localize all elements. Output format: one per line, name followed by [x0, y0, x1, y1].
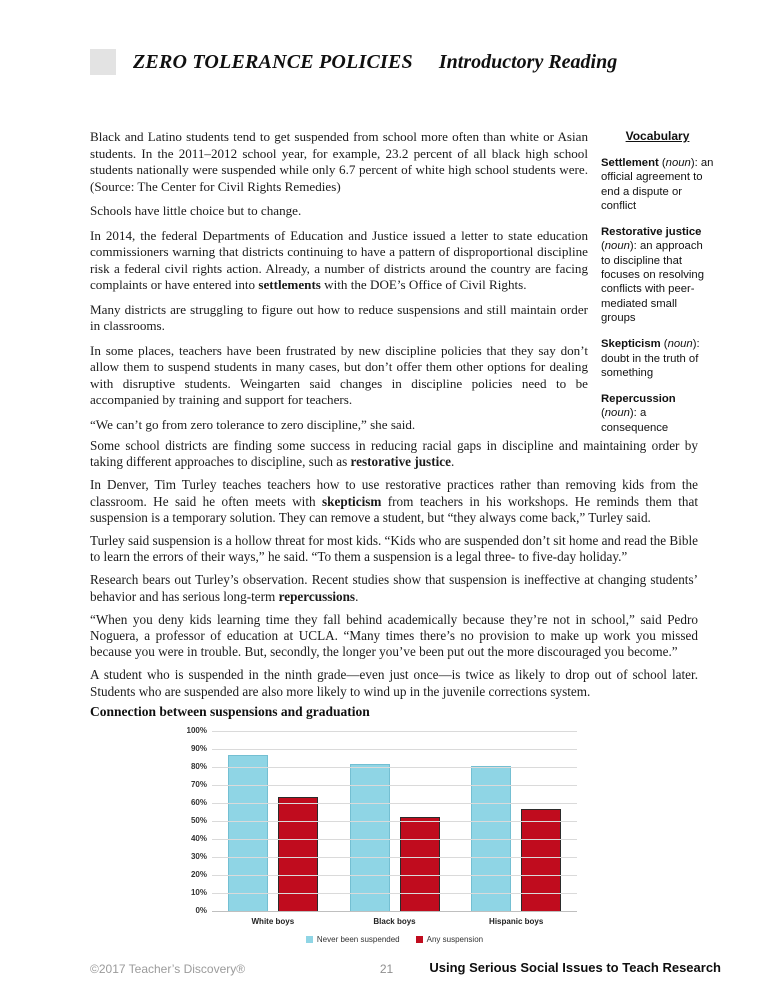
- legend-item: [306, 935, 400, 944]
- paragraph: Black and Latino students tend to get suspended from school more often than white or Asian students. In the 2011–2012 school year, for example, 23.2 percent of all black high school students nationally were suspended while only 6.7 percent of white high school students were. (Source: The Center for Civil Rights Remedies): [90, 129, 588, 194]
- vocab-entry: Settlement (noun): an official agreement to end a dispute or conflict: [601, 157, 714, 212]
- x-axis-category-label: Black boys: [373, 917, 416, 926]
- x-axis-category-label: White boys: [251, 917, 295, 926]
- page-header: [90, 49, 718, 75]
- paragraph: In 2014, the federal Departments of Education and Justice issued a letter to state education commissioners warning that districts continuing to have a pattern of disproportional discipline risk a federal civil rights action. Already, a number of districts around the country are facing complaints or have entered into settlements with the DOE’s Office of Civil Rights.: [90, 227, 588, 292]
- gridline: [212, 821, 577, 822]
- vocabulary-title: Vocabulary: [625, 129, 690, 143]
- gridline: [212, 857, 577, 858]
- legend-swatch-icon: [416, 936, 423, 943]
- article-narrow-column: [90, 129, 588, 447]
- vocab-entry: Repercussion (noun): a consequence: [601, 393, 676, 434]
- vocab-entry: Restorative justice (noun): an approach to discipline that focuses on resolving conflicts with peer-mediated small groups: [601, 226, 704, 324]
- paragraph: A student who is suspended in the ninth grade—even just once—is twice as likely to drop out of school later. Students who are suspended are also more likely to wind up in the juvenile corrections system.: [90, 667, 698, 699]
- vocabulary-entries: [601, 156, 714, 435]
- y-axis-tick-label: 90%: [190, 744, 207, 753]
- legend-label: Never been suspended: [316, 935, 400, 944]
- legend-swatch-icon: [306, 936, 313, 943]
- bar-chart: [185, 726, 577, 944]
- y-axis-tick-label: 100%: [186, 726, 207, 735]
- chart-groups: [212, 732, 577, 912]
- gridline: [212, 839, 577, 840]
- two-column-section: [90, 129, 714, 447]
- y-axis-tick-label: 60%: [190, 798, 207, 807]
- gridline: [212, 767, 577, 768]
- chart-plot: [212, 732, 577, 912]
- y-axis-tick-label: 30%: [190, 852, 207, 861]
- y-axis-tick-label: 10%: [190, 888, 207, 897]
- y-axis-tick-label: 20%: [190, 870, 207, 879]
- page-subtitle: Introductory Reading: [438, 50, 618, 73]
- chart-section: [90, 704, 698, 944]
- chart-heading: Connection between suspensions and graduation: [90, 704, 370, 719]
- footer-book-title: Using Serious Social Issues to Teach Research: [429, 960, 721, 975]
- paragraph: In some places, teachers have been frustrated by new discipline policies that they say don’t allow them to suspend students in many cases, but don’t offer them other options for dealing with disruptive students. Weingarten said changes in discipline policies need to be accompanied by training and support for teachers.: [90, 342, 588, 407]
- y-axis-tick-label: 0%: [195, 906, 207, 915]
- y-axis-tick-label: 40%: [190, 834, 207, 843]
- paragraph: Research bears out Turley’s observation. Recent studies show that suspension is ineffective at changing students’ behavior and has serious long-term repercussions.: [90, 572, 698, 604]
- y-axis-tick-label: 70%: [190, 780, 207, 789]
- page-title: ZERO TOLERANCE POLICIES: [133, 50, 413, 73]
- chart-legend: [212, 935, 577, 944]
- bar-group: [212, 732, 334, 912]
- x-axis-category-label: Hispanic boys: [489, 917, 544, 926]
- bar-any-suspension-black-boys: [400, 817, 440, 912]
- paragraph: “When you deny kids learning time they fall behind academically because they’re not in school,” said Pedro Noguera, a professor of education at UCLA. “Many times there’s no provision to make up work you missed because you were in trouble. But, secondly, the longer you’ve been put out the more discouraged you become.”: [90, 611, 698, 660]
- gridline: [212, 893, 577, 894]
- legend-label: Any suspension: [426, 935, 484, 944]
- header-square-decoration: [90, 49, 116, 75]
- legend-item: [416, 935, 483, 944]
- bar-group: [334, 732, 456, 912]
- chart-body: [185, 726, 577, 915]
- chart-yaxis: [185, 726, 212, 915]
- page-footer: [0, 960, 773, 980]
- bar-never-been-suspended-white-boys: [228, 755, 268, 912]
- gridline: [212, 749, 577, 750]
- bar-group: [455, 732, 577, 912]
- bar-any-suspension-hispanic-boys: [521, 809, 561, 912]
- paragraph: Turley said suspension is a hollow threat for most kids. “Kids who are suspended don’t sit home and read the Bible to learn the errors of their ways,” he said. “To them a suspension is a legal three- to five-day holiday.”: [90, 533, 698, 565]
- paragraph: “We can’t go from zero tolerance to zero discipline,” she said.: [90, 416, 416, 432]
- chart-x-axis-labels: [212, 912, 577, 926]
- footer-copyright: ©2017 Teacher’s Discovery®: [90, 962, 246, 976]
- paragraph: Many districts are struggling to figure out how to reduce suspensions and still maintain order in classrooms.: [90, 301, 588, 333]
- bar-any-suspension-white-boys: [278, 797, 318, 912]
- y-axis-tick-label: 50%: [190, 816, 207, 825]
- article-wide-column: [90, 438, 698, 707]
- gridline: [212, 911, 577, 912]
- gridline: [212, 785, 577, 786]
- vocab-entry: Skepticism (noun): doubt in the truth of something: [601, 338, 700, 379]
- gridline: [212, 731, 577, 732]
- paragraph: Some school districts are finding some success in reducing racial gaps in discipline and maintaining order by taking different approaches to discipline, such as restorative justice.: [90, 438, 698, 470]
- vocabulary-sidebar: [601, 129, 714, 447]
- gridline: [212, 875, 577, 876]
- gridline: [212, 803, 577, 804]
- paragraph: Schools have little choice but to change.: [90, 203, 302, 218]
- paragraph: In Denver, Tim Turley teaches teachers how to use restorative practices rather than removing kids from the classroom. He said he often meets with skepticism from teachers in his workshops. He reminds them that suspension is a temporary solution. They can remove a student, but “they always come back,” Turley said.: [90, 477, 698, 526]
- footer-page-number: 21: [379, 962, 394, 976]
- y-axis-tick-label: 80%: [190, 762, 207, 771]
